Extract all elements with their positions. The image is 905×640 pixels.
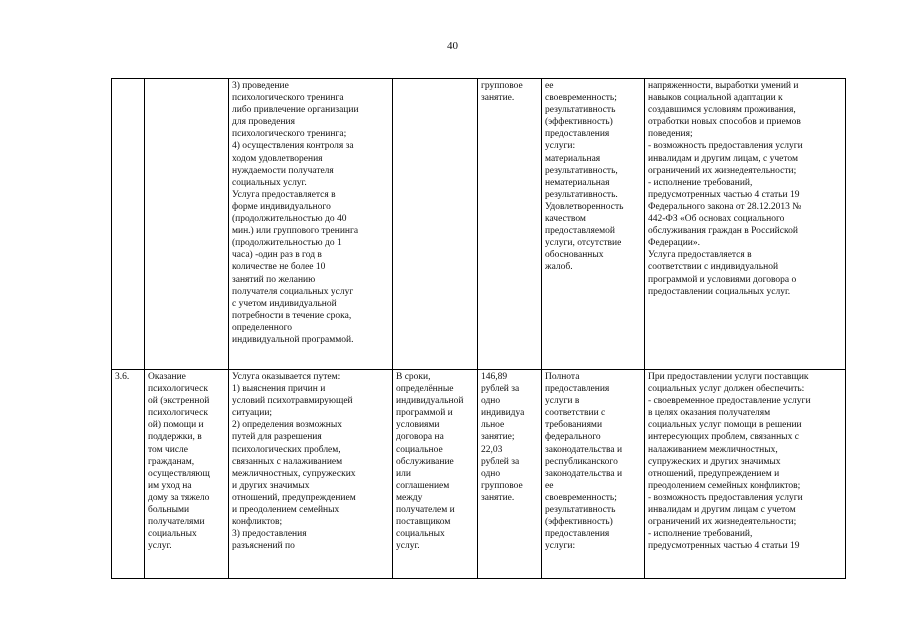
cell-text-line: законодательства и <box>545 468 623 479</box>
cell-text-line: путей для разрешения <box>232 432 322 443</box>
cell-text-line: материальная <box>545 153 601 164</box>
cell-text-line: преодолением семейных конфликтов; <box>648 480 801 491</box>
cell-service-name <box>145 370 229 579</box>
cell-service-terms <box>393 79 478 370</box>
cell-text-line: 2) определения возможных <box>232 420 342 431</box>
cell-text-line: групповое <box>481 480 523 491</box>
cell-quality-indicators <box>542 79 645 370</box>
cell-text-line: 146,89 <box>481 372 508 382</box>
cell-text-line: 22,03 <box>481 444 503 455</box>
cell-text-line: - исполнение требований, <box>648 529 753 540</box>
cell-service-description <box>229 79 393 370</box>
cell-text-line: услуги: <box>545 541 576 552</box>
cell-text-line: нематериальная <box>545 177 610 188</box>
cell-text-line: определённые <box>396 384 454 395</box>
cell-text-line: занятие. <box>481 93 515 104</box>
cell-quality-indicators <box>542 370 645 579</box>
cell-text-line: одно <box>481 468 501 479</box>
cell-text-line: соглашением <box>396 480 450 491</box>
cell-text-line: предусмотренных частью 4 статьи 19 <box>648 189 800 200</box>
cell-text-line: им уход на <box>148 480 192 491</box>
cell-number <box>112 79 145 370</box>
cell-text-line: психологического тренинга; <box>232 129 347 140</box>
cell-text-line: социальное <box>396 444 443 455</box>
cell-text-line: (эффективность) <box>545 517 613 528</box>
cell-text-line: ограничений их жизнедеятельности; <box>648 517 797 528</box>
cell-text-line: 1) выяснения причин и <box>232 384 326 395</box>
cell-text-line: предоставлении социальных услуг. <box>648 286 791 297</box>
cell-text-line: поведения; <box>648 129 693 140</box>
cell-text-line: и преодолением семейных <box>232 505 340 516</box>
cell-text-line: результативность. <box>545 189 618 200</box>
table-row <box>112 370 846 579</box>
cell-text-line: создавшимся условиям проживания, <box>648 105 796 116</box>
cell-text-line: При предоставлении услуги поставщик <box>648 372 809 382</box>
cell-text-line: мин.) или группового тренинга <box>232 226 359 237</box>
cell-text-line: дому за тяжело <box>148 492 210 503</box>
cell-text-line: предоставления <box>545 384 610 395</box>
cell-service-tariff <box>478 370 542 579</box>
cell-text-line: результативность <box>545 105 616 116</box>
cell-text-line: рублей за <box>481 456 520 467</box>
cell-text-line: ходом удовлетворения <box>232 153 323 164</box>
cell-text-line: и других значимых <box>232 480 310 491</box>
cell-text-line: осуществляющ <box>148 468 210 479</box>
cell-text-line: получателем и <box>396 505 455 516</box>
cell-text-line: групповое <box>481 81 523 91</box>
cell-text-line: интересующих проблем, связанных с <box>648 432 799 443</box>
cell-text-line: отношений, предупреждением и <box>648 468 780 479</box>
cell-text-line: получателями <box>148 517 205 528</box>
cell-text-line: требованиями <box>545 420 603 431</box>
cell-text-line: психологическ <box>148 384 208 395</box>
cell-text-line: Полнота <box>545 372 580 382</box>
cell-text-line: супружеских и других значимых <box>648 456 781 467</box>
cell-text-line: занятий по желанию <box>232 274 316 285</box>
cell-text-line: определенного <box>232 322 293 333</box>
cell-text-line: поставщиком <box>396 517 451 528</box>
cell-text-line: 3) проведение <box>232 81 289 91</box>
cell-text-line: психологическ <box>148 408 208 419</box>
cell-text-line: или <box>396 468 411 479</box>
cell-text-line: жалоб. <box>545 262 573 273</box>
cell-text-line: часа) -один раз в год в <box>232 250 322 261</box>
cell-text-line: индивидуальной <box>396 396 464 407</box>
cell-text-line: Услуга оказывается путем: <box>232 372 341 382</box>
cell-text-line: конфликтов; <box>232 517 283 528</box>
cell-text-line: социальных услуг. <box>232 177 307 188</box>
cell-text-line: своевременность; <box>545 93 617 104</box>
cell-text-line: программой и <box>396 408 453 419</box>
cell-text-line: отработки новых способов и приемов <box>648 117 801 128</box>
cell-text-line: социальных услуг должен обеспечить: <box>648 384 805 395</box>
cell-text-line: занятие; <box>481 432 515 443</box>
cell-text-line: обслуживание <box>396 456 454 467</box>
cell-text-line: ситуации; <box>232 408 273 419</box>
cell-text-line: (продолжительностью до 40 <box>232 214 347 225</box>
cell-text-line: 3.6. <box>115 372 130 382</box>
table-row <box>112 79 846 370</box>
cell-text-line: - исполнение требований, <box>648 177 753 188</box>
cell-text-line: услуги: <box>545 141 576 152</box>
cell-text-line: предоставления <box>545 129 610 140</box>
cell-text-line: том числе <box>148 444 189 455</box>
cell-text-line: больными <box>148 505 190 516</box>
cell-provision-conditions <box>645 79 846 370</box>
cell-text-line: с учетом индивидуальной <box>232 298 337 309</box>
cell-text-line: договора на <box>396 432 444 443</box>
cell-text-line: либо привлечение организации <box>232 105 359 116</box>
cell-text-line: напряженности, выработки умений и <box>648 81 799 91</box>
cell-text-line: соответствии с индивидуальной <box>648 262 779 273</box>
cell-provision-conditions <box>645 370 846 579</box>
cell-text-line: количестве не более 10 <box>232 262 326 273</box>
cell-text-line: законодательства и <box>545 444 623 455</box>
cell-text-line: 442-ФЗ «Об основах социального <box>648 214 785 225</box>
cell-text-line: ой (экстренной <box>148 396 210 407</box>
cell-text-line: отношений, предупреждением <box>232 492 356 503</box>
page-number: 40 <box>447 40 458 52</box>
cell-text-line: связанных с налаживанием <box>232 456 343 467</box>
cell-text-line: индивидуальной программой. <box>232 334 354 345</box>
cell-text-line: услуг. <box>396 541 420 552</box>
cell-text-line: психологических проблем, <box>232 444 341 455</box>
cell-text-line: обоснованных <box>545 250 604 261</box>
cell-text-line: социальных <box>148 529 197 540</box>
cell-text-line: поддержки, в <box>148 432 202 443</box>
cell-text-line: занятие. <box>481 492 515 503</box>
cell-text-line: налаживанием межличностных, <box>648 444 778 455</box>
cell-text-line: межличностных, супружеских <box>232 468 356 479</box>
cell-text-line: социальных <box>396 529 445 540</box>
cell-text-line: между <box>396 492 423 503</box>
cell-text-line: федерального <box>545 432 601 443</box>
cell-text-line: психологического тренинга <box>232 93 344 104</box>
cell-text-line: предоставляемой <box>545 226 615 237</box>
cell-text-line: условиями <box>396 420 440 431</box>
cell-text-line: 4) осуществления контроля за <box>232 141 354 152</box>
cell-text-line: условий психотравмирующей <box>232 396 353 407</box>
cell-service-description <box>229 370 393 579</box>
cell-text-line: разъяснений по <box>232 541 295 552</box>
cell-text-line: нуждаемости получателя <box>232 165 334 176</box>
cell-text-line: - возможность предоставления услуги <box>648 492 803 503</box>
cell-text-line: индивидуа <box>481 408 525 419</box>
cell-text-line: форме индивидуального <box>232 201 331 212</box>
cell-text-line: Удовлетворенность <box>545 201 624 212</box>
cell-text-line: для проведения <box>232 117 296 128</box>
cell-text-line: - возможность предоставления услуги <box>648 141 803 152</box>
cell-text-line: гражданам, <box>148 456 195 467</box>
cell-text-line: ее <box>545 81 554 91</box>
cell-text-line: социальных услуг помощи в решении <box>648 420 802 431</box>
cell-text-line: своевременность; <box>545 492 617 503</box>
cell-text-line: инвалидам и другим лицам, с учетом <box>648 153 798 164</box>
cell-service-terms <box>393 370 478 579</box>
cell-number <box>112 370 145 579</box>
cell-text-line: соответствии с <box>545 408 606 419</box>
cell-text-line: льное <box>481 420 505 431</box>
cell-text-line: навыков социальной адаптации к <box>648 93 783 104</box>
cell-text-line: предусмотренных частью 4 статьи 19 <box>648 541 800 552</box>
cell-text-line: рублей за <box>481 384 520 395</box>
cell-text-line: республиканского <box>545 456 618 467</box>
cell-text-line: в целях оказания получателям <box>648 408 771 419</box>
cell-text-line: получателя социальных услуг <box>232 286 354 297</box>
cell-text-line: В сроки, <box>396 372 431 382</box>
cell-text-line: услуги, отсутствие <box>545 238 622 249</box>
cell-text-line: Федерального закона от 28.12.2013 № <box>648 201 802 212</box>
cell-text-line: Услуга предоставляется в <box>232 189 336 200</box>
cell-text-line: (эффективность) <box>545 117 613 128</box>
cell-text-line: ой) помощи и <box>148 420 204 431</box>
cell-text-line: 3) предоставления <box>232 529 307 540</box>
cell-text-line: потребности в течение срока, <box>232 310 352 321</box>
services-table <box>111 78 846 579</box>
cell-text-line: результативность <box>545 505 616 516</box>
cell-text-line: качеством <box>545 214 586 225</box>
cell-service-tariff <box>478 79 542 370</box>
cell-text-line: Услуга предоставляется в <box>648 250 752 261</box>
cell-text-line: - своевременное предоставление услуги <box>648 396 811 407</box>
cell-text-line: обслуживания граждан в Российской <box>648 226 798 237</box>
cell-text-line: услуги в <box>545 396 580 407</box>
cell-text-line: ее <box>545 480 554 491</box>
cell-text-line: результативность, <box>545 165 618 176</box>
cell-text-line: Федерации». <box>648 238 700 249</box>
cell-text-line: ограничений их жизнедеятельности; <box>648 165 797 176</box>
cell-service-name <box>145 79 229 370</box>
cell-text-line: программой и условиями договора о <box>648 274 797 285</box>
cell-text-line: инвалидам и другим лицам с учетом <box>648 505 796 516</box>
cell-text-line: Оказание <box>148 372 186 382</box>
cell-text-line: одно <box>481 396 501 407</box>
cell-text-line: (продолжительностью до 1 <box>232 238 342 249</box>
cell-text-line: предоставления <box>545 529 610 540</box>
cell-text-line: услуг. <box>148 541 172 552</box>
